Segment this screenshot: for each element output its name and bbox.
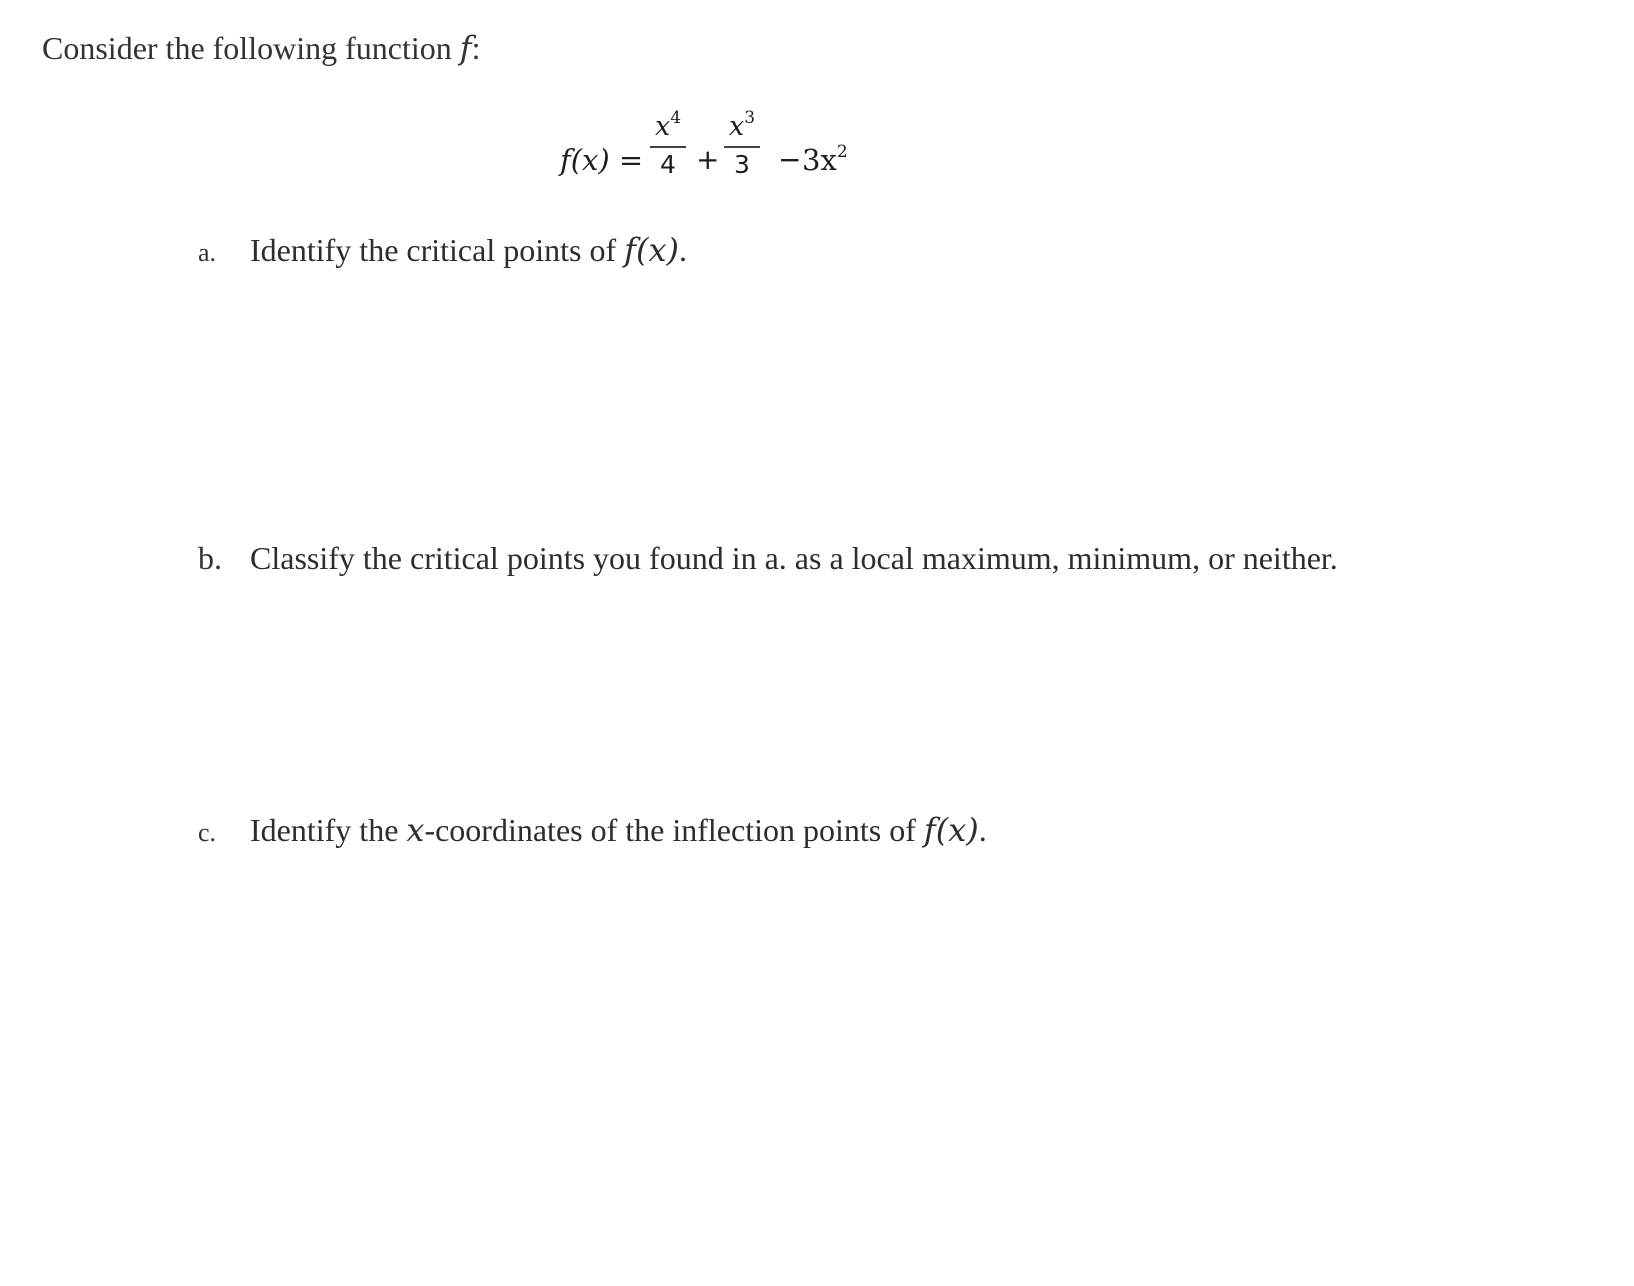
question-text: Identify the xyxy=(250,812,399,848)
math-x: x xyxy=(406,811,425,849)
question-text: Classify the critical points you found in a. as a local maximum, minimum, or neither. xyxy=(250,540,1338,576)
math-fx: f(x) xyxy=(624,231,679,269)
minus-sign: − xyxy=(778,143,802,176)
fraction-denominator: 4 xyxy=(660,150,676,179)
fraction-x4-over-4 xyxy=(648,108,688,180)
fraction-bar xyxy=(724,146,760,148)
question-letter: a. xyxy=(198,238,217,267)
plus-sign: + xyxy=(696,143,720,176)
question-letter: c. xyxy=(198,818,217,847)
fraction-bar xyxy=(650,146,686,148)
question-c: c. Identify the x-coordinates of the inflection points of f(x). xyxy=(198,810,987,853)
question-b xyxy=(198,538,1338,578)
function-formula xyxy=(560,108,920,202)
fraction-x3-over-3 xyxy=(722,108,762,180)
question-text-cont: -coordinates of the inflection points of xyxy=(424,812,916,848)
fraction-numerator: $x^4$ xyxy=(654,108,682,142)
fraction-denominator: 3 xyxy=(734,150,750,179)
question-a: a. Identify the critical points of f(x). xyxy=(198,230,687,273)
question-letter: b. xyxy=(198,540,222,576)
intro-text xyxy=(42,28,480,68)
formula-lhs: f(x) = xyxy=(560,143,644,177)
term-3x-squared: $3x^2$ xyxy=(802,142,848,177)
intro-colon: : xyxy=(471,30,481,66)
math-fx: f(x) xyxy=(923,811,979,849)
question-text: Identify the critical points of xyxy=(250,232,617,268)
function-symbol: f xyxy=(459,29,472,67)
fraction-numerator: $x^3$ xyxy=(728,108,756,142)
intro-label: Consider the following function xyxy=(42,30,452,66)
